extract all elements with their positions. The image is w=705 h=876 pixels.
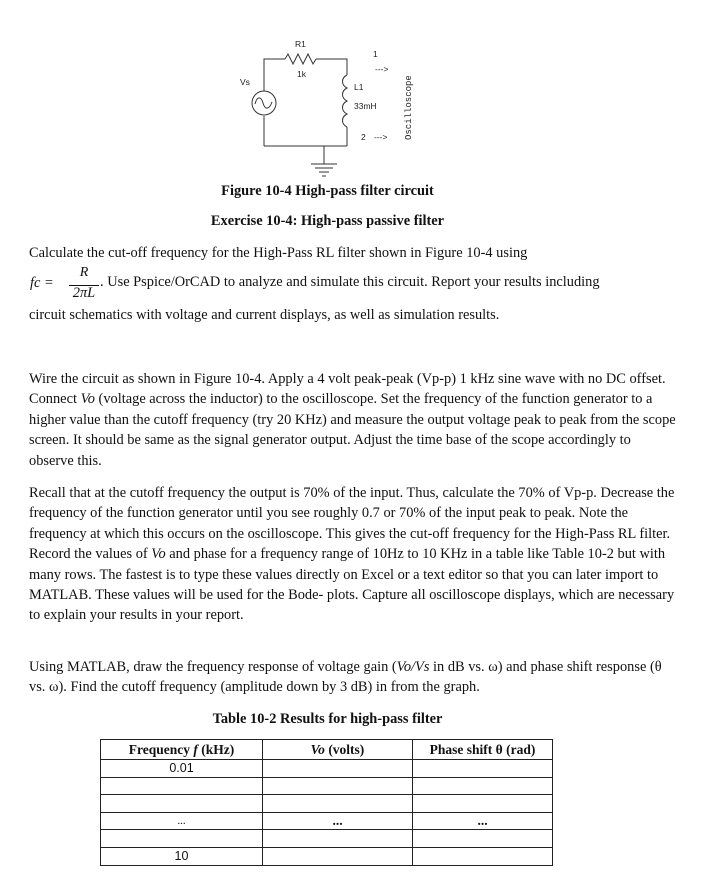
node-1-label: 1 (373, 49, 378, 59)
table-cell (413, 830, 553, 848)
table-cell (263, 760, 413, 778)
formula-numerator: R (79, 265, 89, 280)
table-cell: 10 (101, 847, 263, 865)
intro-line-3: circuit schematics with voltage and current displays, as well as simulation results. (29, 307, 500, 323)
para1-text-a: Wire the circuit as shown in Figure 10-4. Apply a 4 volt peak-peak (Vp-p) 1 kHz sine wave with no DC offset. Connect (29, 371, 666, 408)
table-cell (263, 777, 413, 795)
para3-vovs: Vo/Vs (396, 659, 430, 675)
table-row (101, 847, 553, 865)
table-row (101, 795, 553, 813)
table-header-row (101, 740, 553, 760)
r1-value: 1k (297, 69, 306, 79)
r1-label: R1 (295, 39, 306, 49)
table-row (101, 760, 553, 778)
table-cell (413, 760, 553, 778)
exercise-title: Exercise 10-4: High-pass passive filter (210, 213, 445, 229)
formula-lhs: fc = (30, 275, 54, 291)
table-cell: 0.01 (101, 760, 263, 778)
table-cell (413, 777, 553, 795)
table-cell (101, 795, 263, 813)
circuit-schematic (0, 0, 705, 180)
table-row (101, 777, 553, 795)
inductor-l1-symbol (343, 75, 348, 127)
table-cell (101, 830, 263, 848)
figure-caption: Figure 10-4 High-pass filter circuit (221, 183, 434, 199)
table-cell (263, 830, 413, 848)
probe-arrow-2: ---> (374, 132, 388, 142)
formula-denominator: 2πL (72, 285, 96, 301)
header-vo: Vo (volts) (263, 740, 413, 760)
paragraph-wiring (29, 369, 679, 471)
table-cell (101, 777, 263, 795)
node-2-label: 2 (361, 132, 366, 142)
l1-value: 33mH (354, 101, 377, 111)
table-row (101, 830, 553, 848)
header-phase: Phase shift θ (rad) (413, 740, 553, 760)
para3-text-a: Using MATLAB, draw the frequency response of voltage gain ( (29, 659, 397, 675)
para2-text-b: and phase for a frequency range of 10Hz to 10 KHz in a table like Table 10-2 but with many rows. The fastest is to type these values directly on Excel or a text editor so that you can later import to MATLAB. These values will be used for the Bode- plots. Capture all oscilloscope displays, which are necessary to explain your results in your report. (29, 546, 675, 624)
table-row (101, 812, 553, 830)
wire-top-left (264, 59, 285, 61)
intro-line-2: . Use Pspice/OrCAD to analyze and simulate this circuit. Report your results including (100, 274, 600, 290)
intro-line-1: Calculate the cut-off frequency for the High-Pass RL filter shown in Figure 10-4 using (29, 245, 528, 261)
paragraph-matlab (29, 657, 679, 698)
l1-label: L1 (354, 82, 364, 92)
table-cell (413, 847, 553, 865)
table-cell: ... (263, 812, 413, 830)
table-cell: ... (413, 812, 553, 830)
source-label: Vs (240, 77, 250, 87)
table-cell: ... (101, 812, 263, 830)
wire-top-right (316, 59, 347, 75)
para2-vo: Vo (151, 546, 166, 563)
table-cell (413, 795, 553, 813)
oscilloscope-label: Oscilloscope (404, 75, 414, 140)
formula-fc (30, 275, 54, 292)
para3-text-b: in dB vs. ω) and phase shift response (θ vs. ω). Find the cutoff frequency (amplitude down by 3 dB) in from the graph. (29, 659, 662, 696)
para1-vo: Vo (80, 391, 95, 408)
para2-text-a: Recall that at the cutoff frequency the output is 70% of the input. Thus, calculate the 70% of Vp-p. Decrease the frequency of the function generator until you see roughly 0.7 or 70% of the input peak to peak. Note the frequency at which this occurs on the oscilloscope. This gives the cut-off frequency for the High-Pass RL filter. Record the values of (29, 485, 675, 563)
resistor-r1-symbol (285, 54, 316, 64)
results-table (100, 739, 553, 866)
probe-arrow-1: ---> (375, 64, 389, 74)
table-caption: Table 10-2 Results for high-pass filter (212, 711, 443, 727)
table-cell (263, 795, 413, 813)
header-frequency: Frequency f (kHz) (101, 740, 263, 760)
table-cell (263, 847, 413, 865)
paragraph-cutoff (29, 483, 679, 626)
para1-text-b: (voltage across the inductor) to the oscilloscope. Set the frequency of the function generator to a higher value than the cutoff frequency (try 20 KHz) and measure the output voltage peak to peak from the scope screen. It should be same as the signal generator output. Adjust the time base of the scope accordingly to observe this. (29, 391, 676, 469)
